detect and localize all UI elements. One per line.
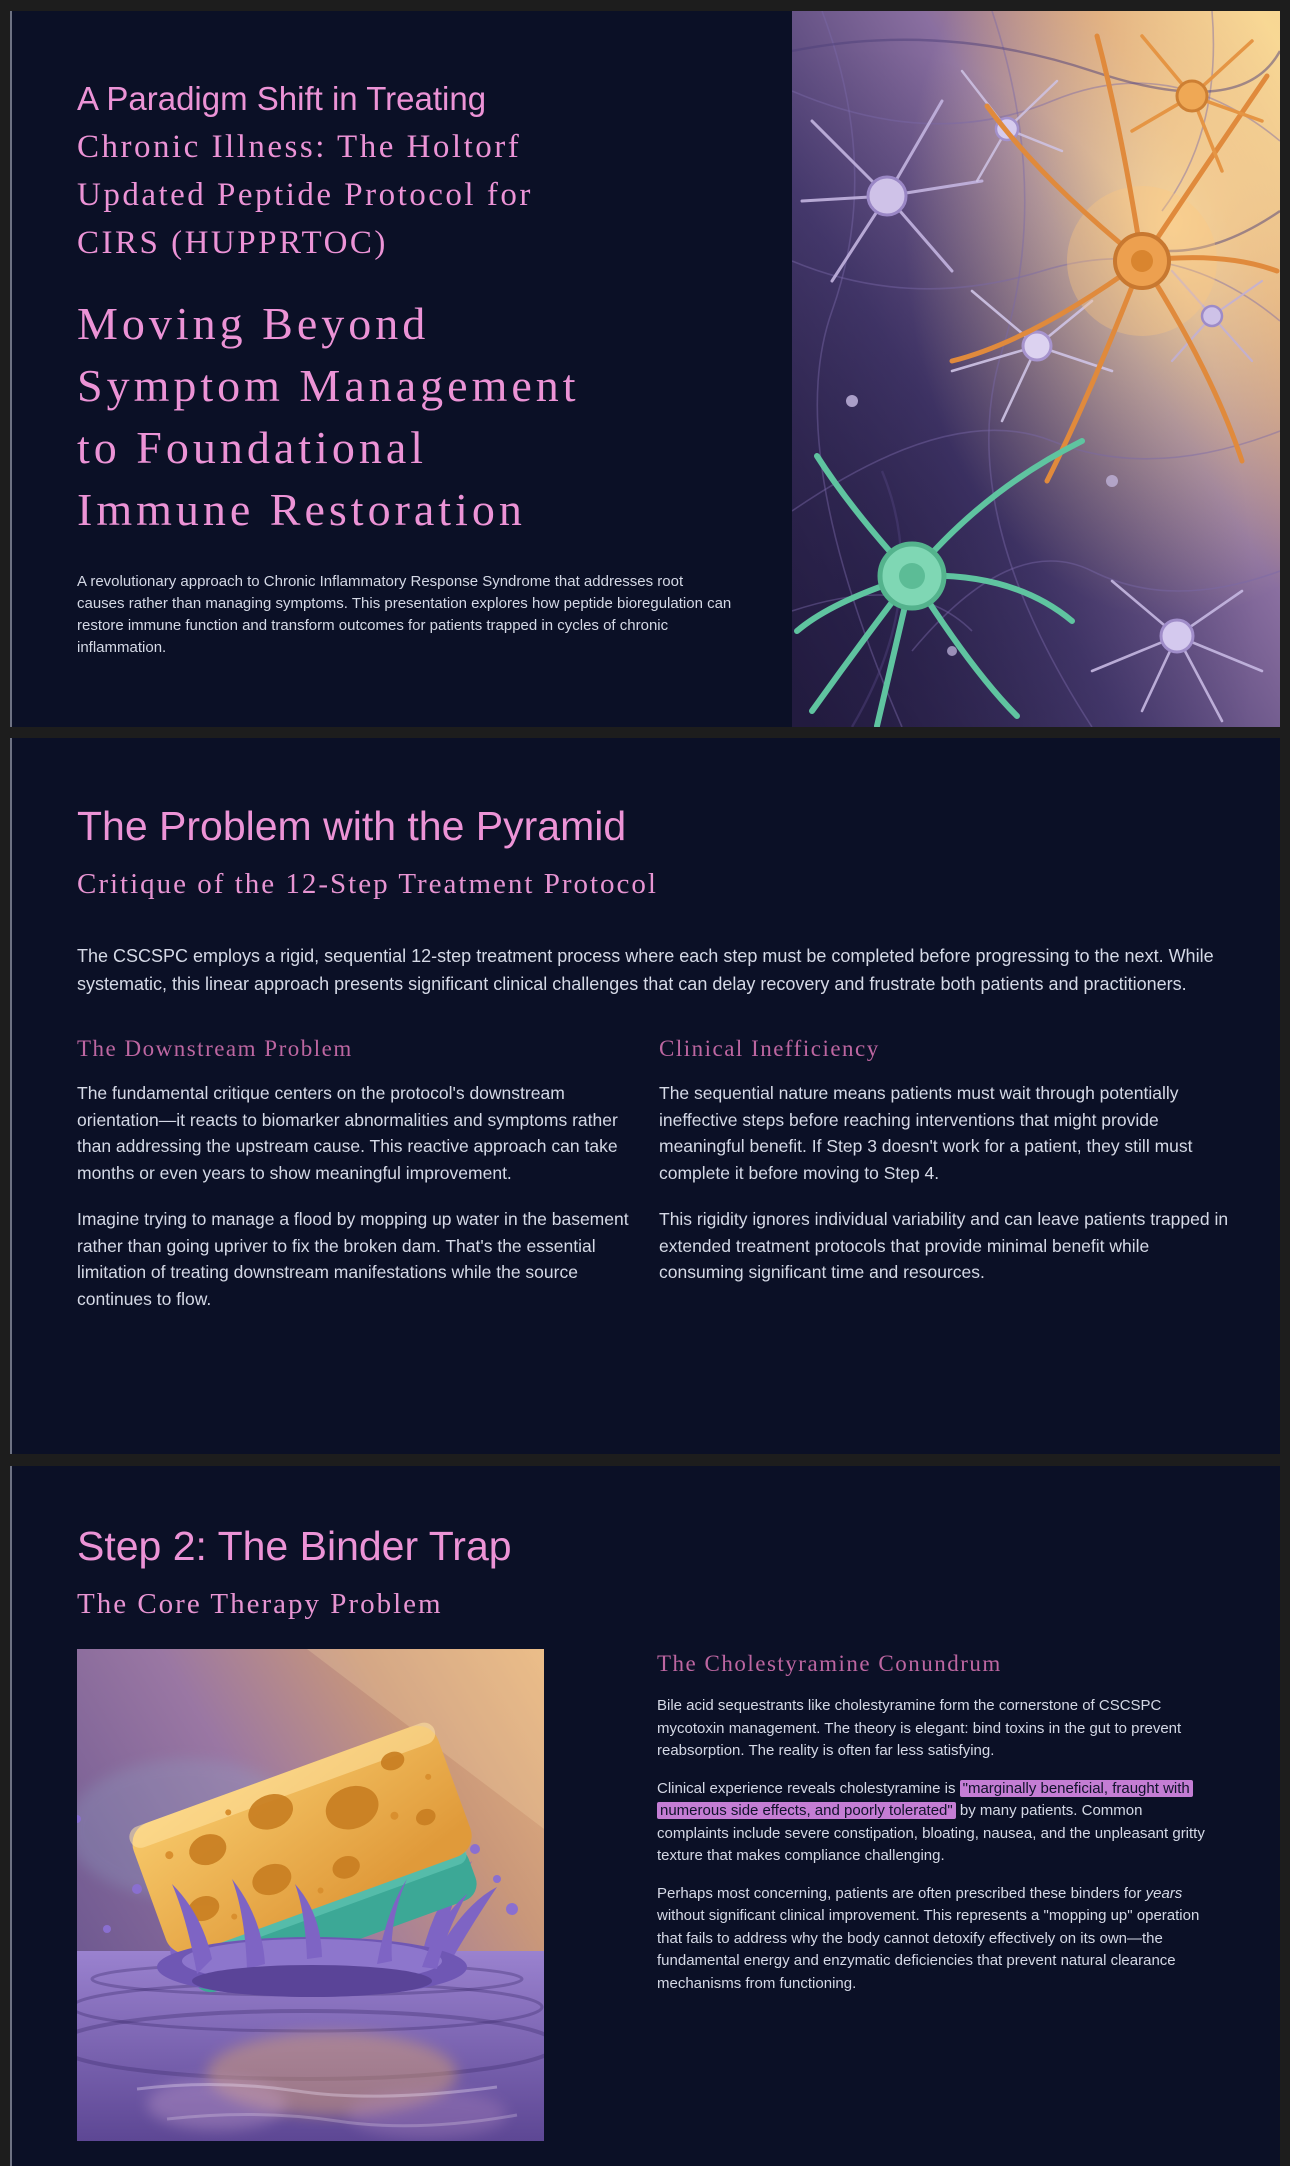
slide1-headline: [77, 293, 737, 541]
column-paragraph: The fundamental critique centers on the protocol's downstream orientation—it reacts to biomarker abnormalities and symptoms rather than addressing the upstream cause. This reactive approach can take months or even years to show meaningful improvement.: [77, 1083, 618, 1183]
column-paragraph: The sequential nature means patients must wait through potentially ineffective steps before reaching interventions that might provide meaningful benefit. If Step 3 doesn't work for a patient, they still must complete it before moving to Step 4.: [659, 1083, 1193, 1183]
presentation-page: [0, 11, 1290, 2159]
neurons-image: [792, 11, 1280, 727]
slide1-title-line1: A Paradigm Shift in Treating: [77, 80, 487, 117]
headline-line: to Foundational: [77, 422, 428, 473]
headline-line: Moving Beyond: [77, 298, 430, 349]
headline-line: Symptom Management: [77, 360, 580, 411]
column-heading: Clinical Inefficiency: [659, 1036, 880, 1061]
column-paragraph: Perhaps most concerning, patients are often prescribed these binders for years without significant clinical improvement. This represents a "mopping up" operation that fails to address why the body cannot detoxify effectively on its own—the fundamental energy and enzymatic deficiencies that prevent natural clearance mechanisms from functioning.: [657, 1884, 1200, 1992]
headline-line: Immune Restoration: [77, 484, 526, 535]
sponge-splash-image: [77, 1649, 544, 2141]
slide1-title-line3: Updated Peptide Protocol for: [77, 177, 533, 213]
column-paragraph: This rigidity ignores individual variability and can leave patients trapped in extended treatment protocols that provide minimal benefit while consuming significant time and resources.: [659, 1209, 1229, 1282]
column-paragraph: Clinical experience reveals cholestyramine is "marginally beneficial, fraught with numerous side effects, and poorly tolerated" by many patients. Common complaints include severe constipation, bloating, nausea, and the unpleasant gritty texture that makes compliance challenging.: [657, 1779, 1205, 1864]
slide-binder-trap: [10, 1466, 1280, 2166]
slide2-title: The Problem with the Pyramid: [77, 803, 627, 849]
column-heading: The Cholestyramine Conundrum: [657, 1651, 1002, 1676]
slide3-title: Step 2: The Binder Trap: [77, 1523, 512, 1569]
slide3-content-row: [77, 1649, 1215, 2141]
slide1-paragraph: A revolutionary approach to Chronic Inflammatory Response Syndrome that addresses root causes rather than managing symptoms. This presentation explores how peptide bioregulation can restore immune function and transform outcomes for patients trapped in cycles of chronic inflammation.: [77, 573, 732, 656]
slide2-subtitle: Critique of the 12-Step Treatment Protocol: [77, 868, 658, 900]
column-clinical-inefficiency: [659, 1034, 1234, 1332]
slide1-title-line2: Chronic Illness: The Holtorf: [77, 129, 522, 165]
slide1-title-line4: CIRS (HUPPRTOC): [77, 225, 388, 261]
column-paragraph: Imagine trying to manage a flood by mopping up water in the basement rather than going upriver to fix the broken dam. That's the essential limitation of treating downstream manifestations while the source continues to flow.: [77, 1209, 629, 1309]
column-cholestyramine: [657, 1649, 1215, 2141]
slide-title: [10, 11, 1280, 727]
column-downstream-problem: [77, 1034, 637, 1332]
column-paragraph: Bile acid sequestrants like cholestyramine form the cornerstone of CSCSPC mycotoxin management. The theory is elegant: bind toxins in the gut to prevent reabsorption. The reality is often far less satisfying.: [657, 1697, 1182, 1759]
slide2-columns: [77, 1034, 1229, 1332]
slide2-intro: The CSCSPC employs a rigid, sequential 12-step treatment process where each step must be completed before progressing to the next. While systematic, this linear approach presents significant clinical challenges that can delay recovery and frustrate both patients and practitioners.: [77, 946, 1214, 994]
slide-problem-pyramid: [10, 738, 1280, 1454]
slide3-subtitle: The Core Therapy Problem: [77, 1588, 443, 1620]
column-heading: The Downstream Problem: [77, 1036, 353, 1061]
slide1-content: [12, 11, 792, 727]
